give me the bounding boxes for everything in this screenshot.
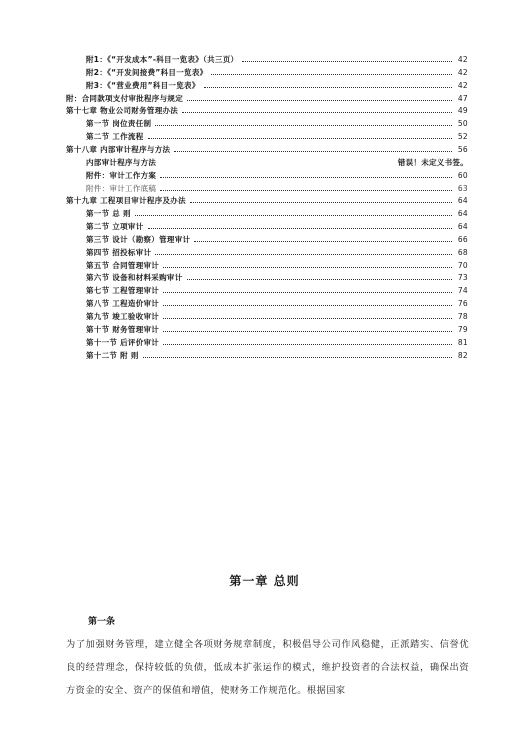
toc-dot-leader <box>211 74 452 75</box>
toc-dot-leader <box>190 202 452 203</box>
toc-entry-title: 附2：《“开发间接费”科目一览表》 <box>86 67 208 77</box>
toc-dot-leader <box>174 151 452 152</box>
toc-entry[interactable] <box>86 206 468 218</box>
toc-page-number: 52 <box>457 132 468 142</box>
toc-dot-leader <box>163 267 452 268</box>
body-paragraph: 为了加强财务管理，建立健全各项财务规章制度，积极倡导公司作风稳健，正派踏实、信誉优良的经营理念，保持较低的负债，低成本扩张运作的模式，维护投资者的合法权益，确保出资方资金的安全、资产的保值和增值，使财务工作规范化。根据国家 <box>66 639 469 696</box>
chapter-title: 第一章 总则 <box>229 574 300 588</box>
toc-page-number: 42 <box>457 67 468 77</box>
toc-entry-title: 第四节 招投标审计 <box>86 247 152 257</box>
toc-page-number: 64 <box>457 196 468 206</box>
article-title: 第一条 <box>88 617 116 627</box>
toc-entry[interactable] <box>66 103 468 115</box>
toc-entry-title: 第十九章 工程项目审计程序及办法 <box>66 196 186 206</box>
toc-entry[interactable] <box>86 245 468 257</box>
toc-entry[interactable] <box>66 142 468 154</box>
toc-entry-title: 第九节 竣工验收审计 <box>86 312 160 321</box>
toc-entry-title: 第八节 工程造价审计 <box>86 299 160 309</box>
toc-page-number: 56 <box>457 144 468 154</box>
toc-entry[interactable] <box>66 91 468 103</box>
toc-dot-leader <box>155 254 452 255</box>
toc-entry[interactable] <box>86 283 468 295</box>
toc-dot-leader <box>163 331 452 332</box>
toc-entry[interactable] <box>86 219 468 231</box>
toc-dot-leader <box>148 138 452 139</box>
toc-entry[interactable] <box>86 296 468 308</box>
toc-entry-title: 第十节 财务管理审计 <box>86 324 160 334</box>
toc-page-number: 66 <box>457 234 468 244</box>
toc-page-number: 42 <box>457 55 468 64</box>
toc-entry-title: 附3：《“营业费用”科目一览表》 <box>86 80 200 90</box>
toc-dot-leader <box>187 100 452 101</box>
toc-dot-leader <box>182 112 452 113</box>
toc-entry[interactable] <box>86 129 468 141</box>
toc-entry-title: 第一节 总 则 <box>86 209 131 219</box>
toc-entry[interactable] <box>86 270 468 282</box>
toc-dot-leader <box>143 357 452 358</box>
toc-dot-leader <box>135 215 452 216</box>
toc-entry[interactable] <box>86 155 468 167</box>
toc-entry-title: 第十八章 内部审计程序与方法 <box>66 144 171 154</box>
toc-page-number: 63 <box>457 183 468 193</box>
toc-entry-title: 第二节 工作流程 <box>86 132 144 142</box>
toc-entry[interactable] <box>86 232 468 244</box>
toc-entry-title: 第十二节 附 则 <box>86 350 139 360</box>
toc-entry-title: 附件：审计工作方案 <box>86 170 157 180</box>
toc-page-number: 81 <box>457 337 468 347</box>
toc-entry-title: 第一节 岗位责任制 <box>86 119 152 129</box>
toc-entry[interactable] <box>86 116 468 128</box>
toc-dot-leader <box>160 190 452 191</box>
toc-entry-title: 第十一节 后评价审计 <box>86 337 160 347</box>
toc-entry-title: 附1：《“开发成本”-科目一览表》（共三页） <box>86 55 239 64</box>
toc-page-number: 79 <box>457 324 468 334</box>
toc-dot-leader <box>160 177 452 178</box>
toc-page-number: 50 <box>457 119 468 129</box>
toc-page-number: 47 <box>457 93 468 103</box>
toc-dot-leader <box>187 279 452 280</box>
toc-entry-title: 第五节 合同管理审计 <box>86 260 160 270</box>
toc-entry[interactable] <box>86 52 468 64</box>
toc-entry-title: 第二节 立项审计 <box>86 222 144 232</box>
toc-dot-leader <box>148 228 452 229</box>
toc-entry[interactable] <box>86 322 468 334</box>
toc-entry-title: 内部审计程序与方法 <box>86 157 157 167</box>
toc-dot-leader <box>155 125 452 126</box>
toc-entry[interactable] <box>86 258 468 270</box>
toc-error-message: 错误！未定义书签。 <box>397 157 468 167</box>
toc-dot-leader <box>242 61 452 62</box>
toc-page-number: 60 <box>457 170 468 180</box>
toc-entry[interactable] <box>86 335 468 347</box>
toc-page-number: 73 <box>457 273 468 283</box>
toc-page-number: 74 <box>457 286 468 296</box>
toc-page-number: 64 <box>457 222 468 232</box>
toc-dot-leader <box>194 241 452 242</box>
toc-entry-title: 第十七章 物业公司财务管理办法 <box>66 106 179 116</box>
toc-dot-leader <box>163 292 452 293</box>
toc-page-number: 70 <box>457 260 468 270</box>
toc-page-number: 68 <box>457 247 468 257</box>
toc-dot-leader <box>163 318 452 319</box>
toc-page-number: 76 <box>457 299 468 309</box>
toc-dot-leader <box>204 87 452 88</box>
toc-entry[interactable] <box>66 193 468 205</box>
toc-page-number: 49 <box>457 106 468 116</box>
toc-entry[interactable] <box>86 65 468 77</box>
toc-page-number: 82 <box>457 350 468 360</box>
toc-entry-title: 附：合同款项支付审批程序与规定 <box>66 93 183 103</box>
toc-page-number: 78 <box>457 312 468 321</box>
toc-page-number: 42 <box>457 80 468 90</box>
toc-dot-leader <box>163 305 452 306</box>
toc-entry[interactable] <box>86 181 468 193</box>
toc-entry-title: 第六节 设备和材料采购审计 <box>86 273 183 283</box>
toc-dot-leader <box>163 344 452 345</box>
toc-entry[interactable] <box>86 309 468 321</box>
toc-entry-title: 第三节 设计（勘察）管理审计 <box>86 234 191 244</box>
toc-entry[interactable] <box>86 78 468 90</box>
toc-entry[interactable] <box>86 168 468 180</box>
toc-entry-title: 附件：审计工作底稿 <box>86 183 157 193</box>
toc-entry[interactable] <box>86 348 468 360</box>
toc-entry-title: 第七节 工程管理审计 <box>86 286 160 296</box>
toc-page-number: 64 <box>457 209 468 219</box>
